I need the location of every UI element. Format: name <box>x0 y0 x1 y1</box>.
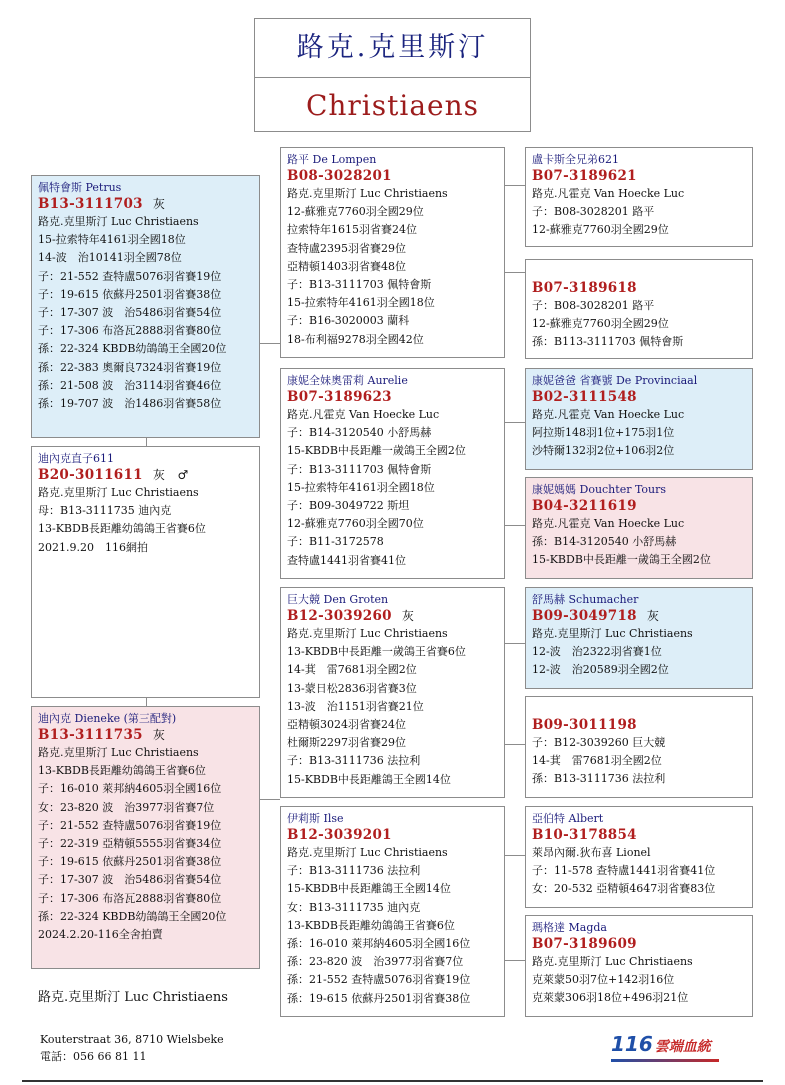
record-line: 子：B11-3172578 <box>287 535 384 549</box>
record-line: 14-波 治10141羽全國78位 <box>38 251 182 265</box>
pigeon-name: 巨大競 Den Groten <box>287 593 389 606</box>
pigeon-name: 康妮全妹奧雷莉 Aurelie <box>287 374 408 387</box>
color-label: 灰 <box>152 728 166 742</box>
bottom-divider <box>22 1080 763 1082</box>
record-line: 子：19-615 依蘇丹2501羽省賽38位 <box>38 855 222 869</box>
pigeon-name: 康妮媽媽 Douchter Tours <box>532 483 667 496</box>
record-line: 孫：22-324 KBDB幼鴿鴿王全國20位 <box>38 909 227 923</box>
pedigree-card-dam-dam-sire <box>525 806 753 908</box>
ring-number: B10-3178854 <box>532 827 637 843</box>
pedigree-card-sire-dam <box>280 368 505 579</box>
record-line: 孫：16-010 萊邦納4605羽全國16位 <box>287 937 471 951</box>
color-sex-label: 灰 ♂ <box>152 468 189 482</box>
record-line: 子：11-578 查特盧1441羽省賽41位 <box>532 864 716 878</box>
color-label: 灰 <box>401 609 415 623</box>
record-line: 子：B14-3120540 小舒馬赫 <box>287 426 432 440</box>
record-line: 女：20-532 亞精頓4647羽省賽83位 <box>532 882 716 896</box>
pigeon-name: 路平 De Lompen <box>287 153 377 166</box>
pigeon-name: 亞伯特 Albert <box>532 812 604 825</box>
pedigree-card-dam-dam <box>280 806 505 1017</box>
record-line: 子：B08-3028201 路平 <box>532 299 655 312</box>
record-line: 15-KBDB中長距離一歲鴿王全國2位 <box>532 553 711 567</box>
ring-number: B02-3111548 <box>532 389 637 405</box>
record-line: 15-拉索特年4161羽全國18位 <box>38 233 186 247</box>
ring-number: B13-3111703 <box>38 196 143 212</box>
record-line: 路克.克里斯汀 Luc Christiaens <box>38 486 199 499</box>
record-line: 18-布利福9278羽全國42位 <box>287 332 424 346</box>
record-line: 14-萁 雷7681羽全國2位 <box>532 754 662 768</box>
record-line: 15-KBDB中長距離鴿王全國14位 <box>287 882 451 896</box>
record-line: 14-萁 雷7681羽全國2位 <box>287 663 417 677</box>
connector <box>504 643 525 644</box>
color-label: 灰 <box>646 609 660 623</box>
record-line: 子：16-010 萊邦納4605羽全國16位 <box>38 782 222 796</box>
connector <box>504 422 525 423</box>
connector <box>504 272 525 273</box>
record-line: 子：B16-3020003 蘭科 <box>287 314 410 328</box>
phone: 電話：056 66 81 11 <box>40 1050 147 1063</box>
record-line: 查特盧1441羽省賽41位 <box>287 553 406 567</box>
record-line: 路克.克里斯汀 Luc Christiaens <box>38 746 199 759</box>
record-line: 路克.克里斯汀 Luc Christiaens <box>38 215 199 228</box>
ring-number: B07-3189623 <box>287 389 392 405</box>
record-line: 子：B13-3111736 法拉利 <box>287 754 421 768</box>
record-line: 亞精頓3024羽省賽24位 <box>287 718 406 732</box>
pigeon-name: 佩特會斯 Petrus <box>38 181 122 194</box>
ring-number: B20-3011611 <box>38 467 143 483</box>
record-line: 孫：21-552 查特盧5076羽省賽19位 <box>287 973 471 987</box>
connector <box>504 855 525 856</box>
connector <box>259 799 280 800</box>
pedigree-card-dam-dam-dam <box>525 915 753 1017</box>
title-english: Christiaens <box>305 89 480 122</box>
record-line: 路克.克里斯汀 Luc Christiaens <box>287 846 448 859</box>
record-line: 克萊蒙50羽7位+142羽16位 <box>532 973 675 987</box>
record-line: 子：B12-3039260 巨大競 <box>532 736 666 749</box>
ring-number: B04-3211619 <box>532 498 637 514</box>
connector <box>259 343 280 344</box>
pigeon-name <box>532 702 748 716</box>
record-line: 13-KBDB長距離幼鴿鴿王省賽6位 <box>287 918 455 932</box>
record-line: 阿拉斯148羽1位+175羽1位 <box>532 426 675 440</box>
ring-number: B07-3189609 <box>532 936 637 952</box>
record-line: 2021.9.20 116網拍 <box>38 540 148 554</box>
record-line: 杜爾斯2297羽省賽29位 <box>287 736 406 750</box>
record-line: 子：17-307 波 治5486羽省賽54位 <box>38 306 222 320</box>
address: Kouterstraat 36, 8710 Wielsbeke <box>40 1033 224 1046</box>
pedigree-card-dam <box>31 706 260 969</box>
record-line: 路克.凡霍克 Van Hoecke Luc <box>532 517 685 530</box>
record-line: 路克.克里斯汀 Luc Christiaens <box>532 955 693 968</box>
pedigree-card-dam-sire-dam <box>525 696 753 798</box>
title-chinese: 路克.克里斯汀 <box>255 19 530 78</box>
pigeon-name: 迪內克 Dieneke (第三配對) <box>38 712 177 725</box>
record-line: 路克.克里斯汀 Luc Christiaens <box>287 187 448 200</box>
record-line: 13-波 治1151羽省賽21位 <box>287 699 424 713</box>
record-line: 子：B13-3111736 法拉利 <box>287 864 421 878</box>
pigeon-name: 伊莉斯 Ilse <box>287 812 344 825</box>
record-line: 女：23-820 波 治3977羽省賽7位 <box>38 800 215 814</box>
record-line: 子：B08-3028201 路平 <box>532 205 655 219</box>
pedigree-card-sire-dam-sire <box>525 368 753 470</box>
pedigree-card-sire-dam-dam <box>525 477 753 579</box>
connector <box>146 697 147 706</box>
record-line: 孫：B113-3111703 佩特會斯 <box>532 335 684 349</box>
record-line: 子：17-306 布洛瓦2888羽省賽80位 <box>38 891 222 905</box>
record-line: 15-KBDB中長距離鴿王全國14位 <box>287 772 451 786</box>
record-line: 12-波 治2322羽省賽1位 <box>532 645 662 659</box>
owner-name: 路克.克里斯汀 Luc Christiaens <box>38 990 228 1005</box>
record-line: 拉索特年1615羽省賽24位 <box>287 223 417 237</box>
ring-number: B08-3028201 <box>287 168 392 184</box>
pedigree-card-sire-sire <box>280 147 505 358</box>
ring-number: B07-3189618 <box>532 280 637 296</box>
record-line: 路克.凡霍克 Van Hoecke Luc <box>532 187 685 200</box>
record-line: 12-波 治20589羽全國2位 <box>532 663 669 677</box>
pigeon-name: 瑪格達 Magda <box>532 921 607 934</box>
record-line: 女：B13-3111735 迪內克 <box>287 900 421 914</box>
record-line: 母：B13-3111735 迪內克 <box>38 504 172 518</box>
record-line: 13-蒙日松2836羽省賽3位 <box>287 681 417 695</box>
record-line: 孫：19-615 依蘇丹2501羽省賽38位 <box>287 991 471 1005</box>
record-line: 13-KBDB長距離幼鴿鴿王省賽6位 <box>38 764 206 778</box>
record-line: 子：B09-3049722 斯坦 <box>287 499 410 513</box>
logo-underline <box>611 1059 719 1062</box>
ring-number: B12-3039260 <box>287 608 392 624</box>
pedigree-card-sire-sire-dam <box>525 259 753 359</box>
record-line: 13-KBDB長距離幼鴿鴿王省賽6位 <box>38 522 206 536</box>
record-line: 子：17-307 波 治5486羽省賽54位 <box>38 873 222 887</box>
record-line: 孫：22-324 KBDB幼鴿鴿王全國20位 <box>38 342 227 356</box>
record-line: 15-拉索特年4161羽全國18位 <box>287 480 435 494</box>
logo-text: 雲端血統 <box>654 1039 711 1055</box>
pigeon-name: 迪內克直子611 <box>38 452 114 465</box>
pedigree-card-sire-sire-sire <box>525 147 753 247</box>
record-line: 查特盧2395羽省賽29位 <box>287 241 406 255</box>
connector <box>504 960 525 961</box>
title-box <box>254 18 531 132</box>
ring-number: B09-3049718 <box>532 608 637 624</box>
record-line: 15-KBDB中長距離一歲鴿王全國2位 <box>287 444 466 458</box>
record-line: 路克.凡霍克 Van Hoecke Luc <box>287 408 440 421</box>
record-line: 孫：23-820 波 治3977羽省賽7位 <box>287 955 464 969</box>
record-line: 路克.克里斯汀 Luc Christiaens <box>532 627 693 640</box>
record-line: 12-蘇雅克7760羽全國29位 <box>532 223 669 237</box>
record-line: 亞精頓1403羽省賽48位 <box>287 259 406 273</box>
connector <box>146 437 147 446</box>
ring-number: B12-3039201 <box>287 827 392 843</box>
pedigree-card-dam-sire <box>280 587 505 798</box>
record-line: 12-蘇雅克7760羽全國70位 <box>287 517 424 531</box>
pigeon-name: 盧卡斯全兄弟621 <box>532 153 619 166</box>
record-line: 沙特爾132羽2位+106羽2位 <box>532 444 675 458</box>
logo-number: 116 <box>611 1032 653 1056</box>
record-line: 子：19-615 依蘇丹2501羽省賽38位 <box>38 287 222 301</box>
record-line: 子：B13-3111703 佩特會斯 <box>287 462 432 476</box>
record-line: 子：21-552 查特盧5076羽省賽19位 <box>38 818 222 832</box>
record-line: 孫：B14-3120540 小舒馬赫 <box>532 535 677 549</box>
record-line: 12-蘇雅克7760羽全國29位 <box>287 205 424 219</box>
record-line: 子：17-306 布洛瓦2888羽省賽80位 <box>38 324 222 338</box>
record-line: 13-KBDB中長距離一歲鴿王省賽6位 <box>287 645 466 659</box>
connector <box>504 525 525 526</box>
record-line: 子：21-552 查特盧5076羽省賽19位 <box>38 269 222 283</box>
record-line: 孫：22-383 奧爾良7324羽省賽19位 <box>38 360 222 374</box>
record-line: 孫：19-707 波 治1486羽省賽58位 <box>38 397 222 411</box>
record-line: 15-拉索特年4161羽全國18位 <box>287 296 435 310</box>
pigeon-name <box>532 265 748 279</box>
record-line: 子：B13-3111703 佩特會斯 <box>287 278 432 292</box>
record-line: 路克.克里斯汀 Luc Christiaens <box>287 627 448 640</box>
record-line: 2024.2.20-116全舍拍賣 <box>38 928 163 942</box>
pedigree-card-dam-sire-sire <box>525 587 753 689</box>
pedigree-card-sire <box>31 175 260 438</box>
color-label: 灰 <box>152 197 166 211</box>
record-line: 孫：B13-3111736 法拉利 <box>532 772 666 786</box>
record-line: 萊昂內爾.狄布喜 Lionel <box>532 846 651 859</box>
record-line: 克萊蒙306羽18位+496羽21位 <box>532 991 689 1005</box>
pigeon-name: 康妮爸爸 省賽號 De Provinciaal <box>532 374 698 387</box>
pedigree-card-pigeon <box>31 446 260 698</box>
record-line: 子：22-319 亞精頓5555羽省賽34位 <box>38 837 222 851</box>
ring-number: B09-3011198 <box>532 717 637 733</box>
record-line: 路克.凡霍克 Van Hoecke Luc <box>532 408 685 421</box>
connector <box>504 744 525 745</box>
pigeon-name: 舒馬赫 Schumacher <box>532 593 639 606</box>
brand-logo <box>611 1032 711 1056</box>
connector <box>504 185 525 186</box>
record-line: 12-蘇雅克7760羽全國29位 <box>532 317 669 331</box>
ring-number: B13-3111735 <box>38 727 143 743</box>
ring-number: B07-3189621 <box>532 168 637 184</box>
record-line: 孫：21-508 波 治3114羽省賽46位 <box>38 378 222 392</box>
